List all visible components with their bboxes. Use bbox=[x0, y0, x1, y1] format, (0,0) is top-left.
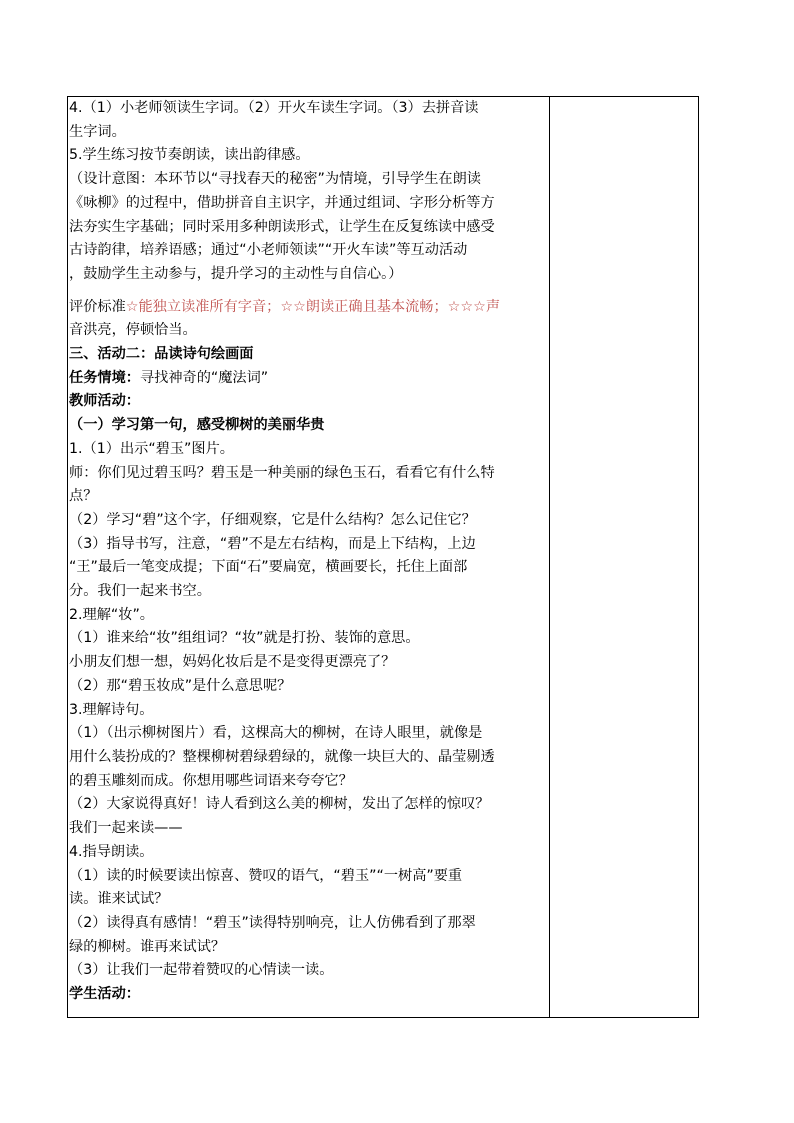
criteria-label: 评价标准 bbox=[69, 298, 126, 315]
criteria-stars: ☆能独立读准所有字音；☆☆朗读正确且基本流畅；☆☆☆声 bbox=[125, 298, 501, 315]
task-situation-text: 寻找神奇的“魔法词” bbox=[139, 369, 269, 386]
text-line: （1）读的时候要读出惊喜、赞叹的语气，“碧玉”“一树高”要重 bbox=[69, 867, 463, 884]
text-line: 5.学生练习按节奏朗读，读出韵律感。 bbox=[69, 147, 310, 164]
evaluation-criteria-cont: 音洪亮，停顿恰当。 bbox=[69, 322, 197, 339]
student-activity-heading: 学生活动： bbox=[69, 986, 140, 1003]
design-intent-line: （设计意图：本环节以“寻找春天的秘密”为情境，引导学生在朗读 bbox=[69, 171, 481, 188]
text-line: 生字词。 bbox=[69, 123, 126, 140]
text-line: （1）（出示柳树图片）看，这棵高大的柳树，在诗人眼里，就像是 bbox=[69, 725, 483, 742]
design-intent-line: 古诗韵律，培养语感；通过“小老师领读”“开火车读”等互动活动 bbox=[69, 242, 468, 259]
design-intent-line: 法夯实生字基础；同时采用多种朗读形式，让学生在反复练读中感受 bbox=[69, 218, 495, 235]
task-situation bbox=[69, 367, 547, 391]
notes-cell bbox=[550, 97, 698, 1017]
text-line: 点？ bbox=[69, 488, 98, 505]
subsection-heading: （一）学习第一句，感受柳树的美丽华贵 bbox=[69, 417, 325, 434]
text-line: “王”最后一笔变成提；下面“石”要扁宽，横画要长，托住上面部 bbox=[69, 559, 468, 576]
text-line: 2.理解“妆”。 bbox=[69, 606, 154, 623]
text-line: （3）让我们一起带着赞叹的心情读一读。 bbox=[69, 962, 334, 979]
lesson-plan-table bbox=[67, 96, 699, 1018]
teaching-content-cell bbox=[69, 97, 547, 1007]
design-intent-line: ，鼓励学生主动参与，提升学习的主动性与自信心。） bbox=[69, 265, 403, 282]
text-line: 我们一起来读—— bbox=[69, 820, 183, 837]
teacher-activity-heading: 教师活动： bbox=[69, 393, 140, 410]
text-line: 4.指导朗读。 bbox=[69, 843, 154, 860]
text-line: 小朋友们想一想，妈妈化妆后是不是变得更漂亮了？ bbox=[69, 654, 396, 671]
text-line: 读。谁来试试？ bbox=[69, 891, 169, 908]
text-line: 用什么装扮成的？整棵柳树碧绿碧绿的，就像一块巨大的、晶莹剔透 bbox=[69, 748, 495, 765]
evaluation-criteria bbox=[69, 296, 547, 320]
section-heading: 三、活动二：品读诗句绘画面 bbox=[69, 346, 254, 363]
text-line: 的碧玉雕刻而成。你想用哪些词语来夸夸它？ bbox=[69, 772, 353, 789]
text-line: 4.（1）小老师领读生字词。（2）开火车读生字词。（3）去拼音读 bbox=[69, 100, 479, 116]
text-line: 分。我们一起来书空。 bbox=[69, 583, 211, 600]
text-line: （2）学习“碧”这个字，仔细观察，它是什么结构？怎么记住它？ bbox=[69, 511, 476, 528]
design-intent-line: 《咏柳》的过程中，借助拼音自主识字，并通过组词、字形分析等方 bbox=[69, 194, 495, 211]
text-line: 1.（1）出示“碧玉”图片。 bbox=[69, 440, 234, 457]
text-line: （2）读得真有感情！“碧玉”读得特别响亮，让人仿佛看到了那翠 bbox=[69, 914, 476, 931]
text-line: 绿的柳树。谁再来试试？ bbox=[69, 938, 226, 955]
text-line: 3.理解诗句。 bbox=[69, 701, 154, 718]
task-situation-label: 任务情境： bbox=[69, 369, 140, 386]
text-line: （3）指导书写，注意，“碧”不是左右结构，而是上下结构，上边 bbox=[69, 535, 476, 552]
text-line: （1）谁来给“妆”组组词？“妆”就是打扮、装饰的意思。 bbox=[69, 630, 420, 647]
text-line: （2）那“碧玉妆成”是什么意思呢？ bbox=[69, 677, 292, 694]
text-line: 师：你们见过碧玉吗？碧玉是一种美丽的绿色玉石，看看它有什么特 bbox=[69, 464, 495, 481]
text-line: （2）大家说得真好！诗人看到这么美的柳树，发出了怎样的惊叹？ bbox=[69, 796, 490, 813]
